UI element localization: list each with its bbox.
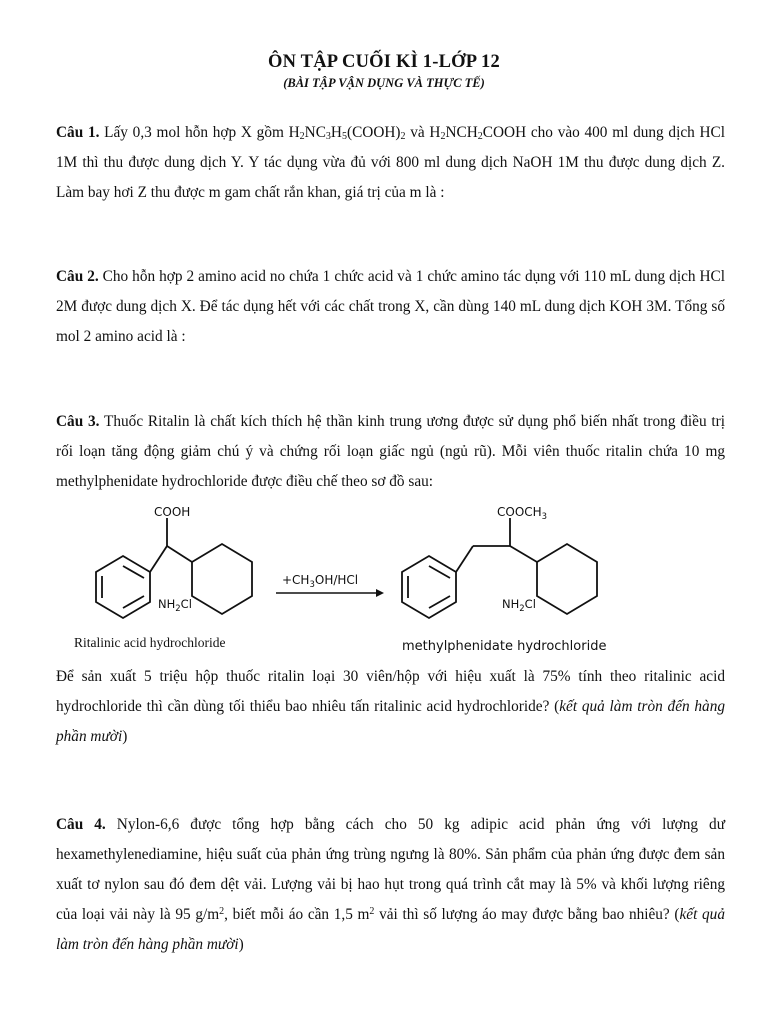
superscript: 2	[369, 906, 375, 917]
question-1	[56, 118, 725, 208]
question-label: Câu 3.	[56, 413, 100, 430]
subscript: 2	[440, 131, 446, 142]
q4-note-open: (	[674, 906, 680, 923]
q1-text-2: NC	[304, 124, 326, 141]
left-acid-group: COOH	[154, 505, 191, 519]
q1-text-4: (COOH)	[346, 124, 401, 141]
right-compound-name: methylphenidate hydrochloride	[402, 639, 607, 654]
question-2	[56, 262, 725, 352]
subscript: 2	[299, 131, 305, 142]
q4-text-2: , biết mỗi áo cần 1,5 m	[224, 906, 370, 923]
reaction-scheme-drawing	[40, 500, 740, 665]
q4-note-close: )	[238, 936, 244, 953]
question-label: Câu 1.	[56, 124, 100, 141]
question-3	[56, 407, 725, 497]
arrow-head-icon	[376, 589, 384, 597]
q3-rounding-note: kết quả làm tròn đến hàng phần mười	[56, 698, 725, 745]
q3-note-open: (	[554, 698, 560, 715]
methylphenidate-structure	[402, 518, 597, 618]
q3-body-text: Để sản xuất 5 triệu hộp thuốc ritalin loại 30 viên/hộp với hiệu xuất là 75% tính theo ritalinic acid hydrochloride thì cần dùng tối thiểu bao nhiêu tấn ritalinic acid hydrochloride?	[56, 668, 725, 715]
question-label: Câu 4.	[56, 816, 106, 833]
q1-text-3: H	[330, 124, 342, 141]
subscript: 2	[477, 131, 483, 142]
question-4	[56, 810, 725, 960]
question-label: Câu 2.	[56, 268, 99, 285]
q1-text-1: Lấy 0,3 mol hỗn hợp X gồm H	[99, 124, 300, 141]
q1-text-5: và H	[405, 124, 441, 141]
subscript: 5	[341, 131, 347, 142]
right-ester-group: $COOCH_3$	[497, 505, 548, 522]
q3-intro: Thuốc Ritalin là chất kích thích hệ thần kinh trung ương được sử dụng phổ biến nhất trong điều trị rối loạn tăng động giảm chú ý và chứng rối loạn giấc ngủ (ngủ rũ). Mỗi viên thuốc ritalin chứa 10 mg methylphenidate hydrochloride được điều chế theo sơ đồ sau:	[56, 413, 726, 490]
left-compound-name: Ritalinic acid hydrochloride	[74, 635, 226, 650]
q4-text-1: Nylon-6,6 được tổng hợp bằng cách cho 50 kg adipic acid phản ứng với lượng dư hexamethylenediamine, hiệu suất của phản ứng trùng ngưng là 80%. Sản phẩm của phản ứng được đem sản xuất tơ nylon sau đó đem dệt vải. Lượng vải bị hao hụt trong quá trình cắt may là 5% và khối lượng riêng của loại vải này là 95 g/m	[56, 816, 725, 923]
q2-text: Cho hỗn hợp 2 amino acid no chứa 1 chức acid và 1 chức amino tác dụng với 110 mL dung dịch HCl 2M được dung dịch X. Để tác dụng hết với các chất trong X, cần dùng 140 mL dung dịch KOH 3M. Tổng số mol 2 amino acid là :	[56, 268, 726, 345]
q4-text-3: vải thì số lượng áo may được bằng bao nhiêu?	[374, 906, 675, 923]
q3-note-close: )	[122, 728, 128, 745]
page-subtitle: (BÀI TẬP VẬN DỤNG VÀ THỰC TẾ)	[283, 76, 485, 90]
q1-text-7: COOH cho vào 400 ml dung dịch HCl 1M thì thu được dung dịch Y. Y tác dụng vừa đủ với 800 ml dung dịch NaOH 1M thu được dung dịch Z. Làm bay hơi Z thu được m gam chất rắn khan, giá trị của m là :	[56, 124, 725, 201]
question-3-body	[56, 662, 725, 752]
page-title: ÔN TẬP CUỐI KÌ 1-LỚP 12	[268, 52, 500, 72]
reagent-label: $+CH_3OH$/HCl	[282, 573, 359, 590]
left-amine-label: $NH_2Cl$	[158, 597, 192, 614]
q4-rounding-note: kết quả làm tròn đến hàng phần mười	[56, 906, 725, 953]
superscript: 2	[219, 906, 225, 917]
right-amine-label: $NH_2Cl$	[502, 597, 536, 614]
q1-text-6: NCH	[445, 124, 478, 141]
reaction-scheme	[40, 500, 740, 665]
subscript: 3	[325, 131, 331, 142]
subscript: 2	[400, 131, 406, 142]
